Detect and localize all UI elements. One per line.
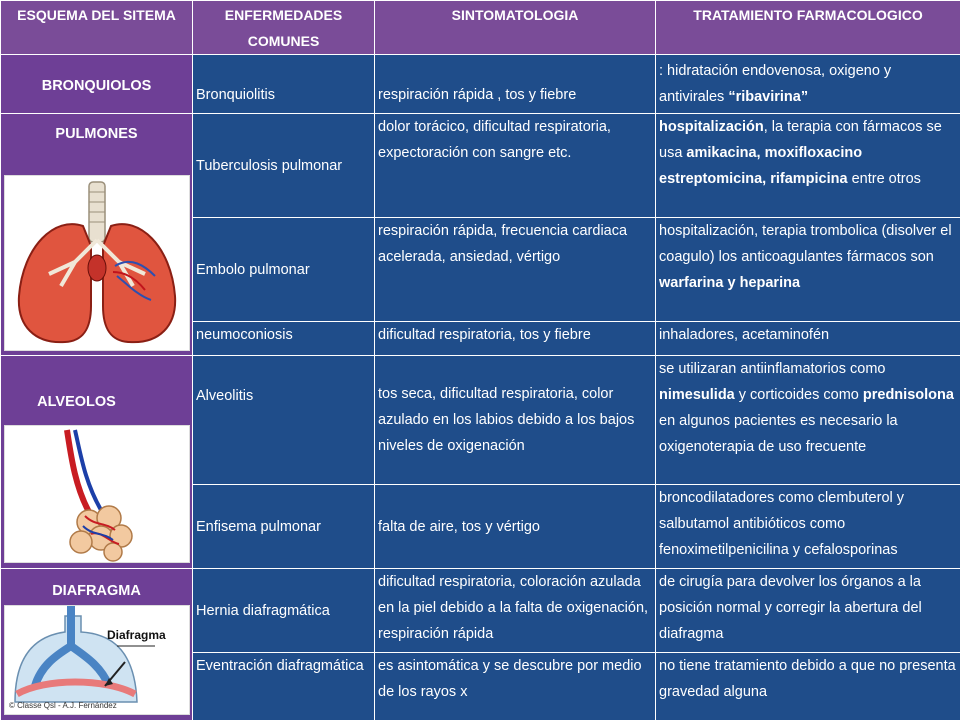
treatment-cell — [656, 114, 960, 218]
header-row — [1, 1, 960, 55]
treatment-cell: inhaladores, acetaminofén — [656, 322, 960, 356]
disease-cell: Bronquiolitis — [193, 55, 375, 114]
region-title: BRONQUIOLOS — [41, 78, 152, 94]
disease-cell: Alveolitis — [193, 356, 375, 485]
treatment-cell — [656, 55, 960, 114]
table-row — [1, 114, 960, 218]
treatment-text: en algunos pacientes es necesario la oxigenoterapia de uso frecuente — [659, 413, 898, 455]
treatment-drug: hospitalización — [659, 119, 764, 135]
symptoms-cell: respiración rápida , tos y fiebre — [375, 55, 656, 114]
region-title: PULMONES — [55, 125, 138, 142]
region-diafragma — [1, 569, 193, 720]
treatment-text: , la terapia con fármacos se usa — [659, 119, 942, 161]
lungs-image — [4, 175, 190, 351]
symptoms-cell: dolor torácico, dificultad respiratoria, expectoración con sangre etc. — [375, 114, 656, 218]
header-diseases: ENFERMEDADES COMUNES — [193, 1, 375, 55]
region-pulmones — [1, 114, 193, 356]
treatment-cell — [656, 218, 960, 322]
table-row — [1, 356, 960, 485]
treatment-cell: broncodilatadores como clembuterol y salbutamol antibióticos como fenoximetilpenicilina y cefalosporinas — [656, 485, 960, 569]
treatment-text: hospitalización, terapia trombolica (disolver el coagulo) los anticoagulantes fármacos son — [659, 223, 952, 265]
disease-cell: neumoconiosis — [193, 322, 375, 356]
table-row — [1, 569, 960, 653]
treatment-text: se utilizaran antiinflamatorios como — [659, 361, 886, 377]
symptoms-cell: dificultad respiratoria, tos y fiebre — [375, 322, 656, 356]
disease-cell: Embolo pulmonar — [193, 218, 375, 322]
header-system: ESQUEMA DEL SITEMA — [1, 1, 193, 55]
symptoms-cell: respiración rápida, frecuencia cardiaca acelerada, ansiedad, vértigo — [375, 218, 656, 322]
treatment-drug: warfarina y heparina — [659, 275, 801, 291]
treatment-text: entre otros — [847, 171, 921, 187]
table-row — [1, 55, 960, 114]
symptoms-cell: tos seca, dificultad respiratoria, color azulado en los labios debido a los bajos niveles de oxigenación — [375, 356, 656, 485]
treatment-drug: prednisolona — [862, 387, 954, 403]
disease-cell: Tuberculosis pulmonar — [193, 114, 375, 218]
disease-cell: Hernia diafragmática — [193, 569, 375, 653]
treatment-text: : hidratación endovenosa, oxigeno y antivirales — [659, 63, 892, 105]
header-treatment: TRATAMIENTO FARMACOLOGICO — [656, 1, 960, 55]
symptoms-cell: es asintomática y se descubre por medio de los rayos x — [375, 653, 656, 720]
symptoms-cell: falta de aire, tos y vértigo — [375, 485, 656, 569]
treatment-text: y corticoides como — [734, 387, 863, 403]
treatment-cell: de cirugía para devolver los órganos a la posición normal y corregir la abertura del diafragma — [656, 569, 960, 653]
alveoli-image — [4, 425, 190, 563]
image-credit: © Classe Qsl - A.J. Fernández — [9, 700, 117, 710]
disease-cell: Eventración diafragmática — [193, 653, 375, 720]
region-title: ALVEOLOS — [37, 394, 116, 410]
region-bronquiolos — [1, 55, 193, 114]
diaphragm-image — [4, 605, 190, 715]
treatment-drug: “ribavirina” — [728, 89, 809, 105]
disease-cell: Enfisema pulmonar — [193, 485, 375, 569]
symptoms-cell: dificultad respiratoria, coloración azulada en la piel debido a la falta de oxigenación, respiración rápida — [375, 569, 656, 653]
region-alveolos — [1, 356, 193, 569]
region-title: DIAFRAGMA — [52, 582, 141, 599]
treatment-drug: nimesulida — [659, 387, 735, 403]
header-symptoms: SINTOMATOLOGIA — [375, 1, 656, 55]
treatment-cell: no tiene tratamiento debido a que no presenta gravedad alguna — [656, 653, 960, 720]
treatment-drug: amikacina, moxifloxacino estreptomicina, rifampicina — [659, 145, 863, 187]
treatment-cell — [656, 356, 960, 485]
diaphragm-label: Diafragma — [107, 627, 166, 642]
